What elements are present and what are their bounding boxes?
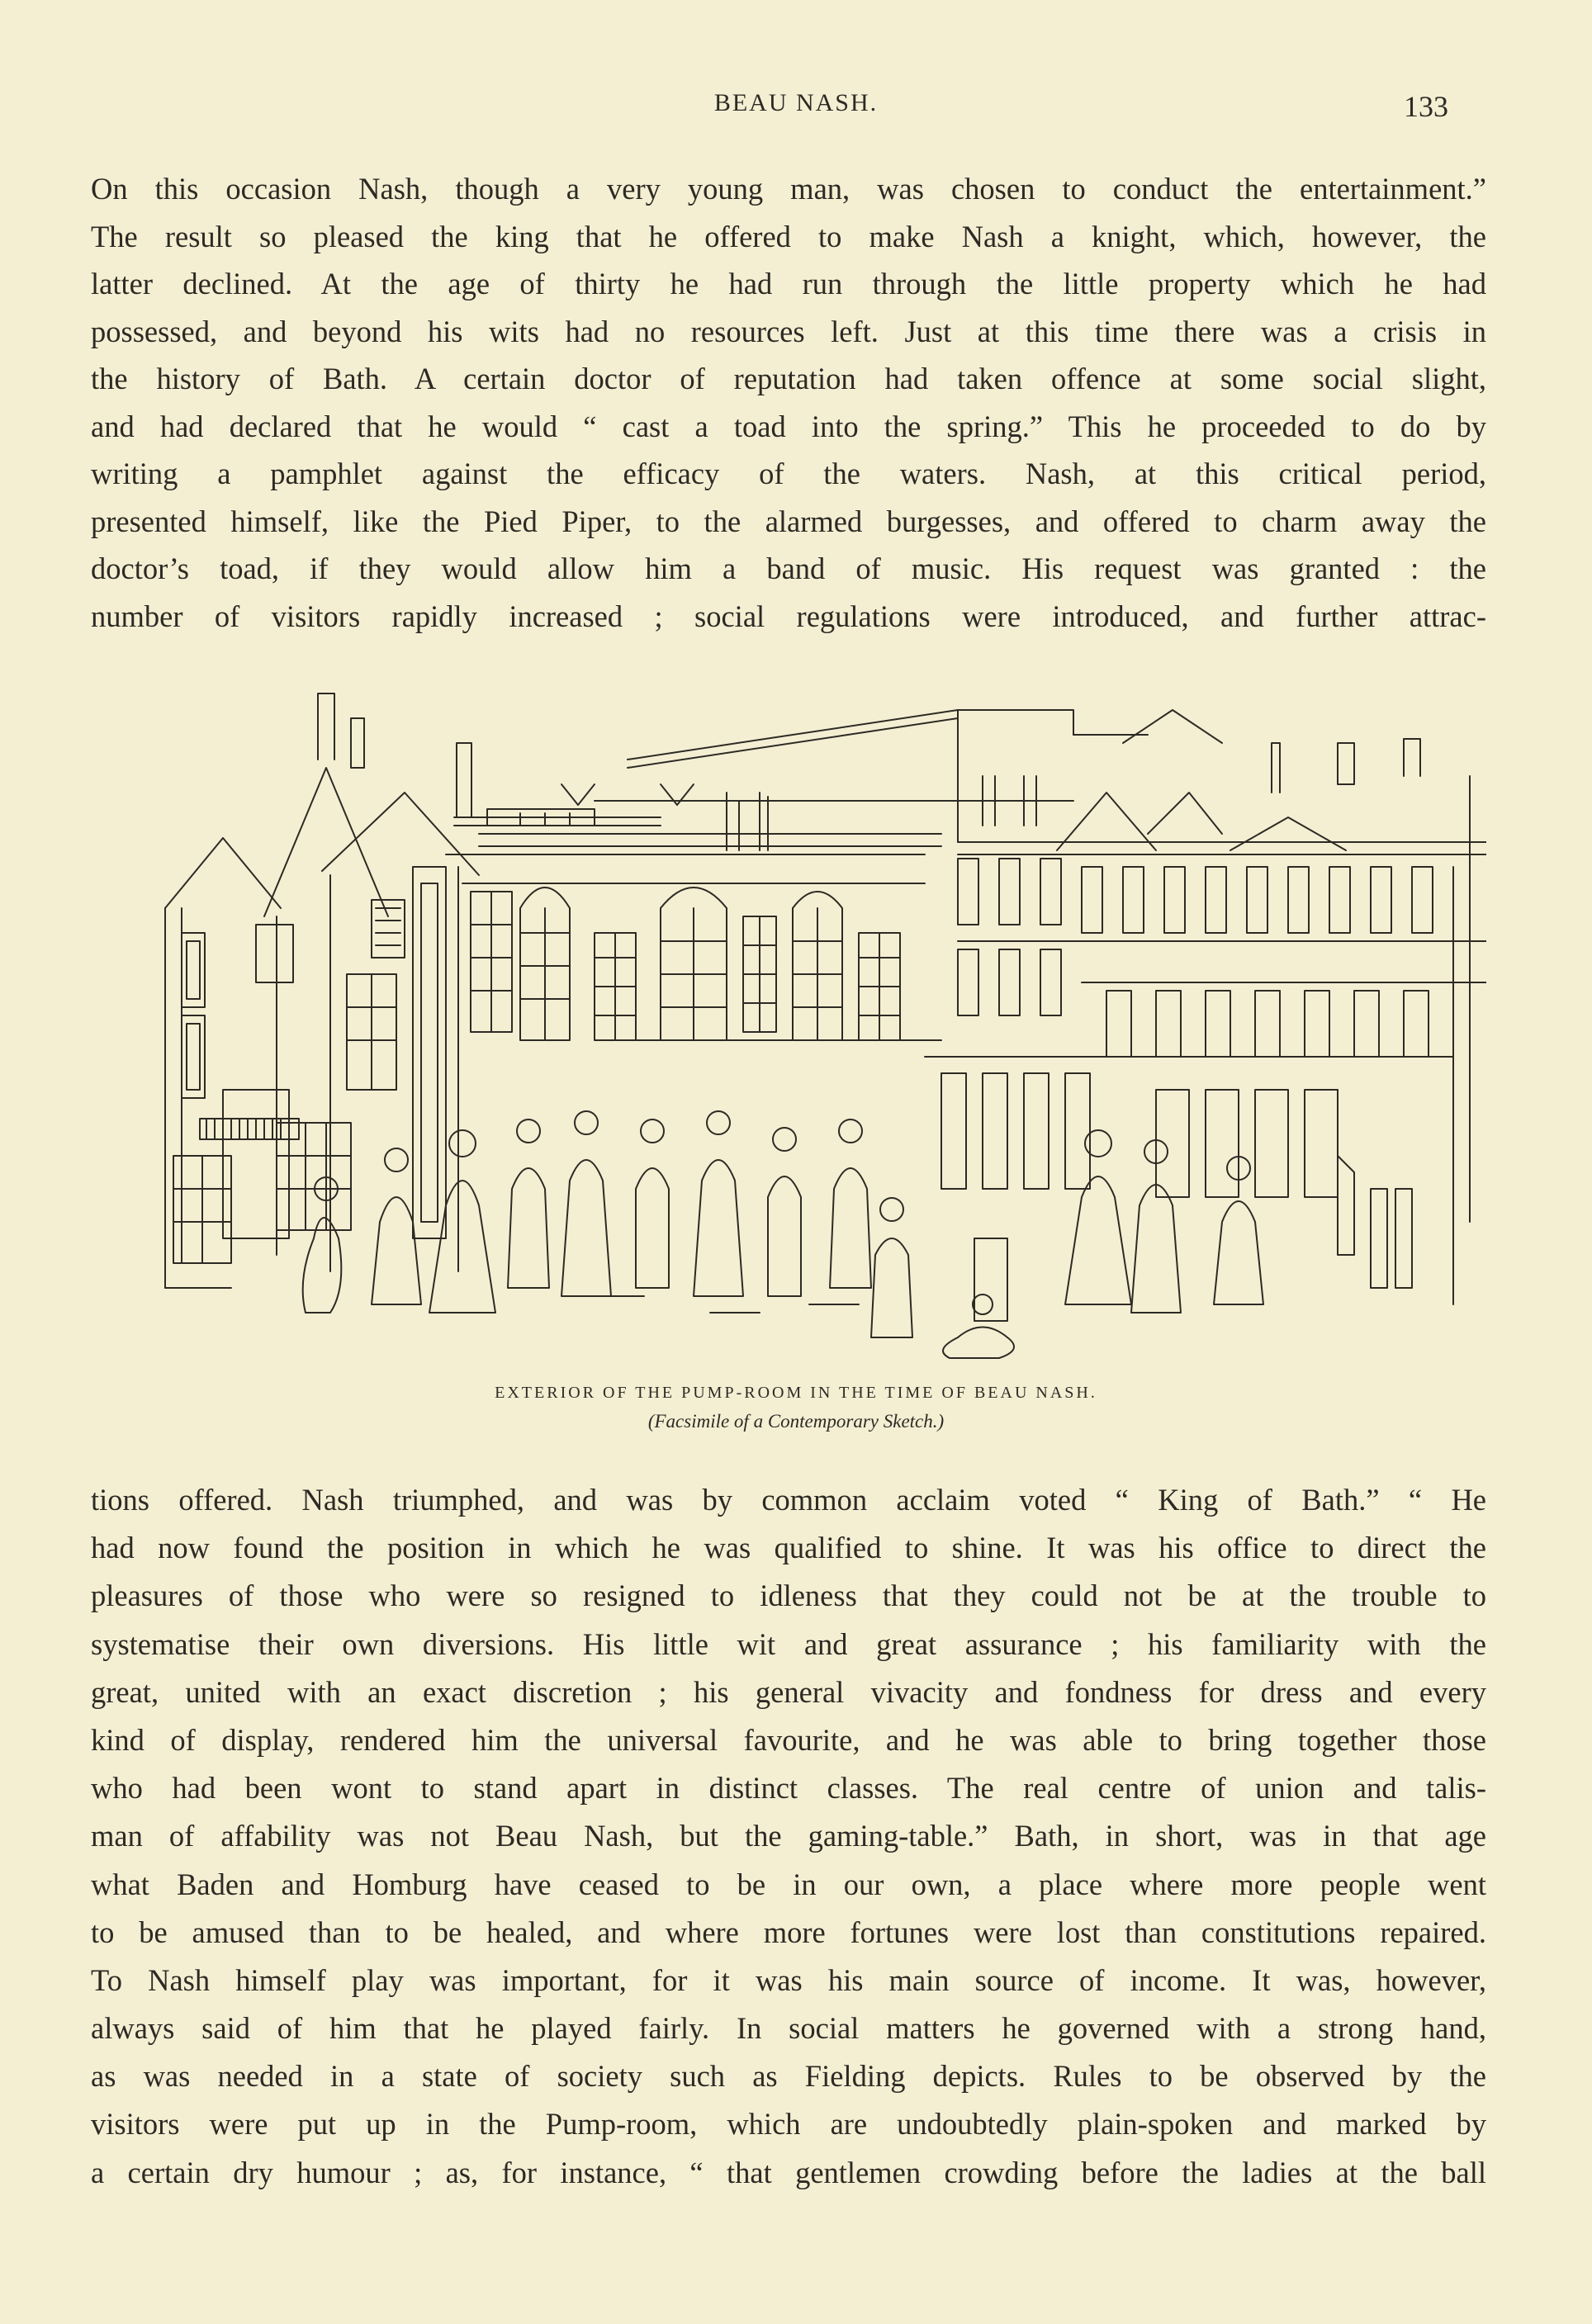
crowd-figures [303, 1111, 1263, 1358]
text-line: visitors were put up in the Pump-room, which are undoubtedly plain-spoken and marked by [91, 2107, 1486, 2142]
text-line: To Nash himself play was important, for it was his main source of income. It was, however, [91, 1962, 1486, 1997]
ground-floor-arcade [941, 1073, 1338, 1197]
text-line: what Baden and Homburg have ceased to be in our own, a place where more people went [91, 1867, 1486, 1901]
page-header [0, 79, 1592, 129]
text-line: possessed, and beyond his wits had no resources left. Just at this time there was a crisis in [91, 314, 1486, 348]
text-line: number of visitors rapidly increased ; social regulations were introduced, and further attrac- [91, 599, 1486, 633]
text-line: and had declared that he would “ cast a toad into the spring.” This he proceeded to do by [91, 409, 1486, 443]
text-line: latter declined. At the age of thirty he had run through the little property which he had [91, 267, 1486, 301]
upper-window-row [958, 859, 1433, 933]
text-line: who had been wont to stand apart in distinct classes. The real centre of union and talis- [91, 1771, 1486, 1806]
text-line: On this occasion Nash, though a very young man, was chosen to conduct the entertainment.” [91, 172, 1486, 206]
paragraph-1 [91, 165, 1486, 640]
lower-window-row [958, 949, 1429, 1057]
text-line: pleasures of those who were so resigned to idleness that they could not be at the trouble to [91, 1579, 1486, 1613]
text-line: presented himself, like the Pied Piper, to the alarmed burgesses, and offered to charm away the [91, 504, 1486, 538]
text-line: great, united with an exact discretion ; his general vivacity and fondness for dress and every [91, 1674, 1486, 1709]
text-line: to be amused than to be healed, and where more fortunes were lost than constitutions repaired. [91, 1915, 1486, 1949]
text-line: always said of him that he played fairly. In social matters he governed with a strong hand, [91, 2011, 1486, 2046]
page-number: 133 [1404, 90, 1448, 123]
text-line: had now found the position in which he was qualified to shine. It was his office to direct the [91, 1531, 1486, 1565]
text-line: systematise their own diversions. His little wit and great assurance ; his familiarity with the [91, 1626, 1486, 1661]
text-line: kind of display, rendered him the universal favourite, and he was able to bring together those [91, 1722, 1486, 1757]
text-line: man of affability was not Beau Nash, but the gaming-table.” Bath, in short, was in that age [91, 1819, 1486, 1853]
text-line: a certain dry humour ; as, for instance, “ that gentlemen crowding before the ladies at the ball [91, 2155, 1486, 2189]
pump-room-facade [446, 784, 941, 1040]
caption-title: EXTERIOR OF THE PUMP-ROOM IN THE TIME OF BEAU NASH. [495, 1384, 1097, 1402]
right-terrace [595, 710, 1486, 1304]
caption-subtitle: (Facsimile of a Contemporary Sketch.) [647, 1411, 945, 1432]
text-line: doctor’s toad, if they would allow him a band of music. His request was granted : the [91, 551, 1486, 585]
paragraph-2 [91, 1476, 1486, 2197]
text-line: the history of Bath. A certain doctor of reputation had taken offence at some social slight, [91, 362, 1486, 395]
text-line: The result so pleased the king that he offered to make Nash a knight, which, however, the [91, 219, 1486, 253]
running-title: BEAU NASH. [713, 89, 879, 116]
text-line: writing a pamphlet against the efficacy of the waters. Nash, at this critical period, [91, 457, 1486, 490]
pump-room-illustration [132, 660, 1486, 1387]
text-line: as was needed in a state of society such as Fielding depicts. Rules to be observed by the [91, 2059, 1486, 2094]
text-line: tions offered. Nash triumphed, and was by common acclaim voted “ King of Bath.” “ He [91, 1483, 1486, 1517]
figure-caption [0, 1380, 1592, 1438]
